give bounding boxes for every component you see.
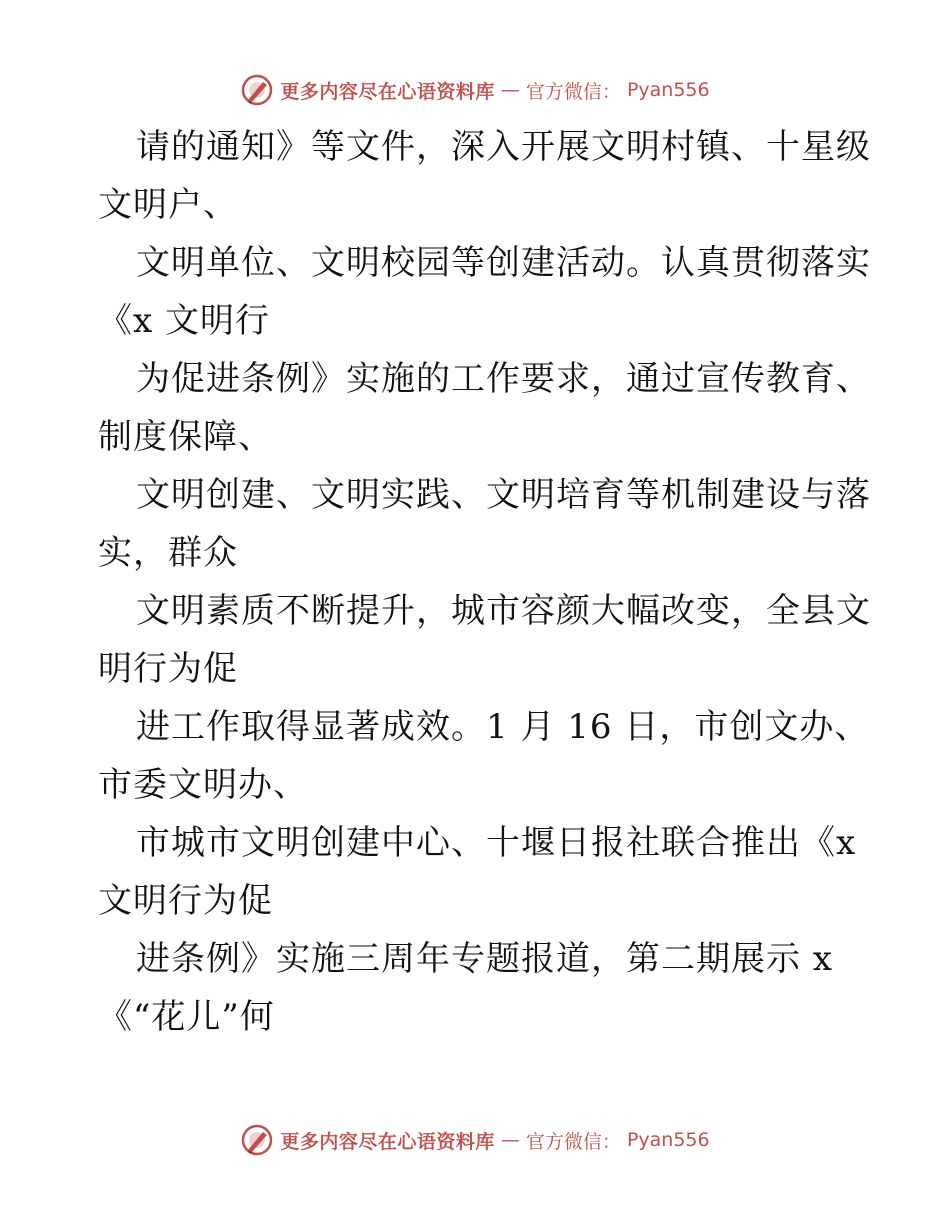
- footer-wechat-label: 官方微信：: [525, 1130, 621, 1153]
- body-line: 文明户、: [98, 185, 238, 225]
- body-line: 进条例》实施三周年专题报道，第二期展示 x: [136, 939, 833, 979]
- header-banner: [0, 70, 950, 110]
- body-line: 市委文明办、: [98, 765, 308, 805]
- body-line: 为促进条例》实施的工作要求，通过宣传教育、: [136, 359, 871, 399]
- body-line: 文明单位、文明校园等创建活动。认真贯彻落实: [136, 243, 871, 283]
- footer-banner: [0, 1120, 950, 1160]
- header-wechat-id: Pyan556: [626, 79, 710, 101]
- pen-logo-icon: [240, 73, 274, 107]
- body-line: 进工作取得显著成效。1 月 16 日，市创文办、: [136, 707, 870, 747]
- footer-wechat-id: Pyan556: [626, 1129, 710, 1151]
- footer-brand: 更多内容尽在心语资料库: [280, 1130, 495, 1153]
- body-line: 《x 文明行: [98, 301, 270, 341]
- header-wechat-label: 官方微信：: [525, 80, 621, 103]
- body-line: 文明素质不断提升，城市容颜大幅改变，全县文: [136, 591, 871, 631]
- body-line: 《“花儿”何: [98, 997, 275, 1037]
- pen-logo-icon: [240, 1123, 274, 1157]
- body-line: 明行为促: [98, 649, 238, 689]
- document-body: [98, 118, 871, 1046]
- body-line: 实，群众: [98, 533, 238, 573]
- footer-separator: —: [500, 1129, 520, 1151]
- body-line: 文明创建、文明实践、文明培育等机制建设与落: [136, 475, 871, 515]
- header-separator: —: [500, 79, 520, 101]
- body-line: 请的通知》等文件，深入开展文明村镇、十星级: [136, 127, 871, 167]
- body-line: 文明行为促: [98, 881, 273, 921]
- body-line: 制度保障、: [98, 417, 273, 457]
- header-brand: 更多内容尽在心语资料库: [280, 80, 495, 103]
- body-line: 市城市文明创建中心、十堰日报社联合推出《x: [136, 823, 857, 863]
